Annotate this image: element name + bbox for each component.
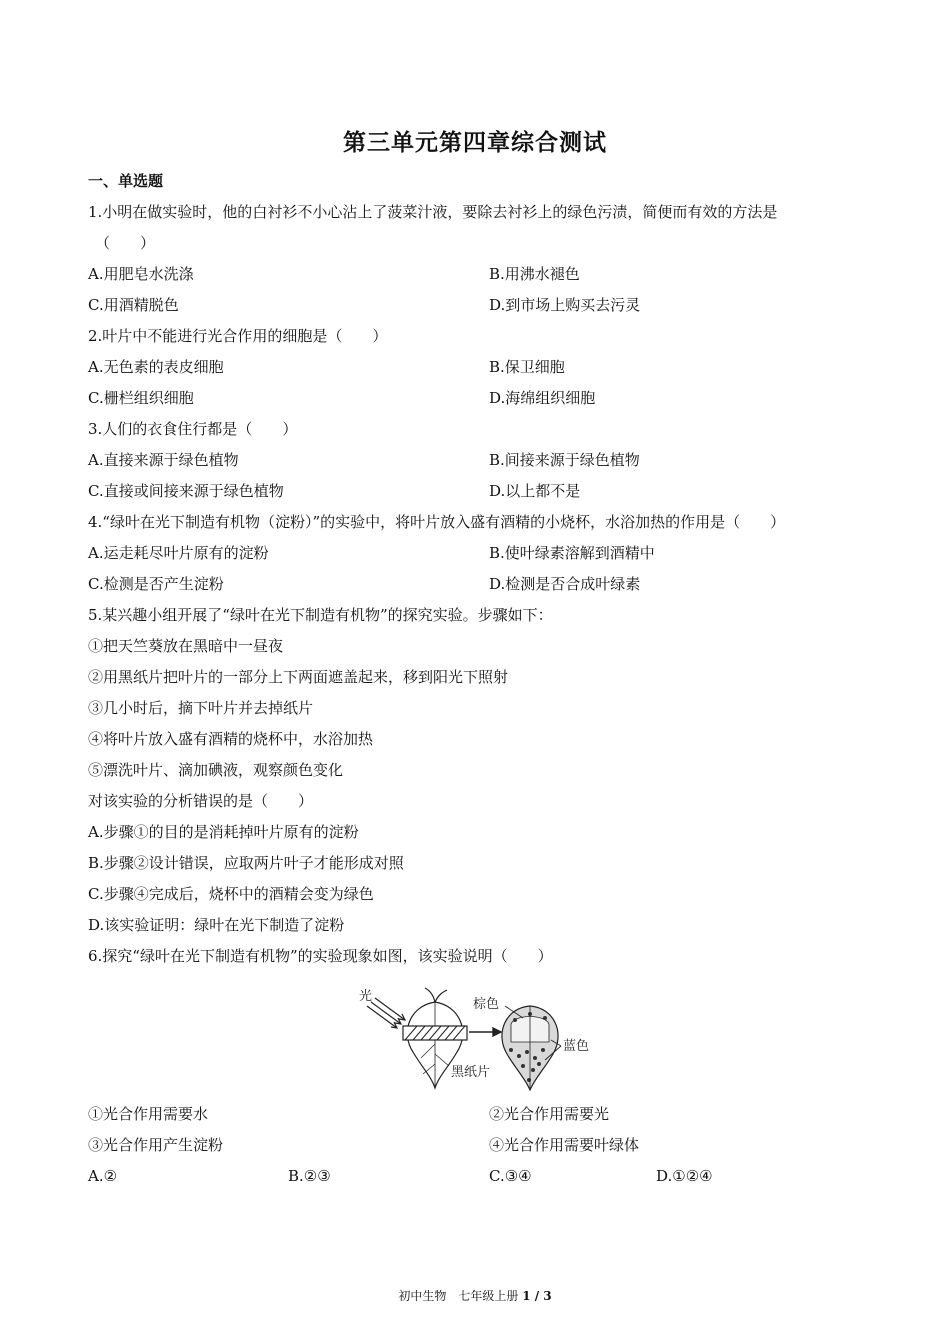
figure-label-light: 光 bbox=[359, 989, 373, 1004]
question-5-option-c: C.步骤④完成后，烧杯中的酒精会变为绿色 bbox=[88, 885, 374, 903]
question-3-option-c: C.直接或间接来源于绿色植物 bbox=[88, 482, 284, 500]
question-6-stem: 6.探究“绿叶在光下制造有机物”的实验现象如图，该实验说明（ ） bbox=[88, 947, 553, 965]
page-footer bbox=[0, 1287, 950, 1304]
question-2-option-b: B.保卫细胞 bbox=[489, 358, 565, 376]
question-4-option-d: D.检测是否合成叶绿素 bbox=[489, 575, 641, 593]
figure-label-black-paper: 黑纸片 bbox=[451, 1065, 491, 1080]
question-6-statement-4: ④光合作用需要叶绿体 bbox=[489, 1136, 640, 1154]
question-6-option-d: D.①②④ bbox=[656, 1167, 713, 1185]
question-5-option-d: D.该实验证明：绿叶在光下制造了淀粉 bbox=[88, 916, 345, 934]
figure-label-blue: 蓝色 bbox=[563, 1039, 590, 1054]
question-1-paren: （ ） bbox=[95, 234, 156, 252]
question-2-option-c: C.栅栏组织细胞 bbox=[88, 389, 194, 407]
question-5-step-2: ②用黑纸片把叶片的一部分上下两面遮盖起来，移到阳光下照射 bbox=[88, 668, 509, 686]
question-3-option-b: B.间接来源于绿色植物 bbox=[489, 451, 640, 469]
question-4-option-a: A.运走耗尽叶片原有的淀粉 bbox=[88, 544, 269, 562]
question-1-option-d: D.到市场上购买去污灵 bbox=[489, 296, 641, 314]
question-6-statement-2: ②光合作用需要光 bbox=[489, 1105, 610, 1123]
question-5-step-1: ①把天竺葵放在黑暗中一昼夜 bbox=[88, 637, 284, 655]
question-5-option-b: B.步骤②设计错误，应取两片叶子才能形成对照 bbox=[88, 854, 404, 872]
question-5-stem: 5.某兴趣小组开展了“绿叶在光下制造有机物”的探究实验。步骤如下： bbox=[88, 606, 553, 624]
question-6-statement-1: ①光合作用需要水 bbox=[88, 1105, 209, 1123]
question-5-step-4: ④将叶片放入盛有酒精的烧杯中，水浴加热 bbox=[88, 730, 374, 748]
question-2-stem: 2.叶片中不能进行光合作用的细胞是（ ） bbox=[88, 327, 388, 345]
question-1-option-b: B.用沸水褪色 bbox=[489, 265, 580, 283]
question-1-option-c: C.用酒精脱色 bbox=[88, 296, 179, 314]
process-arrow-icon bbox=[469, 1028, 501, 1036]
figure-label-brown: 棕色 bbox=[473, 997, 500, 1012]
question-1-option-a: A.用肥皂水洗涤 bbox=[88, 265, 194, 283]
question-2-option-d: D.海绵组织细胞 bbox=[489, 389, 596, 407]
question-4-option-b: B.使叶绿素溶解到酒精中 bbox=[489, 544, 655, 562]
question-5-step-3: ③几小时后，摘下叶片并去掉纸片 bbox=[88, 699, 314, 717]
question-3-option-a: A.直接来源于绿色植物 bbox=[88, 451, 239, 469]
question-4-option-c: C.检测是否产生淀粉 bbox=[88, 575, 224, 593]
question-2-option-a: A.无色素的表皮细胞 bbox=[88, 358, 224, 376]
question-6-option-c: C.③④ bbox=[489, 1167, 532, 1185]
black-paper-strip bbox=[403, 1026, 467, 1040]
page-title: 第三单元第四章综合测试 bbox=[343, 130, 607, 156]
question-1-stem: 1.小明在做实验时，他的白衬衫不小心沾上了菠菜汁液，要除去衬衫上的绿色污渍，简便而有效的方法是 bbox=[88, 203, 778, 221]
question-6-option-a: A.② bbox=[88, 1167, 118, 1185]
question-6-option-b: B.②③ bbox=[288, 1167, 331, 1185]
footer-page-number: 1 / 3 bbox=[522, 1289, 552, 1303]
footer-course: 初中生物 七年级上册 bbox=[398, 1289, 519, 1303]
question-3-stem: 3.人们的衣食住行都是（ ） bbox=[88, 420, 298, 438]
question-5-step-5: ⑤漂洗叶片、滴加碘液，观察颜色变化 bbox=[88, 761, 344, 779]
question-5-option-a: A.步骤①的目的是消耗掉叶片原有的淀粉 bbox=[88, 823, 359, 841]
question-5-ask: 对该实验的分析错误的是（ ） bbox=[88, 792, 314, 810]
section-heading: 一、单选题 bbox=[88, 172, 164, 190]
leaf-after-icon bbox=[502, 1006, 558, 1090]
question-6-statement-3: ③光合作用产生淀粉 bbox=[88, 1136, 224, 1154]
leaf-experiment-figure bbox=[355, 984, 600, 1094]
question-3-option-d: D.以上都不是 bbox=[489, 482, 581, 500]
question-4-stem: 4.“绿叶在光下制造有机物（淀粉）”的实验中，将叶片放入盛有酒精的小烧杯，水浴加热的作用是（ ） bbox=[88, 513, 786, 531]
light-arrows-icon bbox=[367, 998, 405, 1028]
